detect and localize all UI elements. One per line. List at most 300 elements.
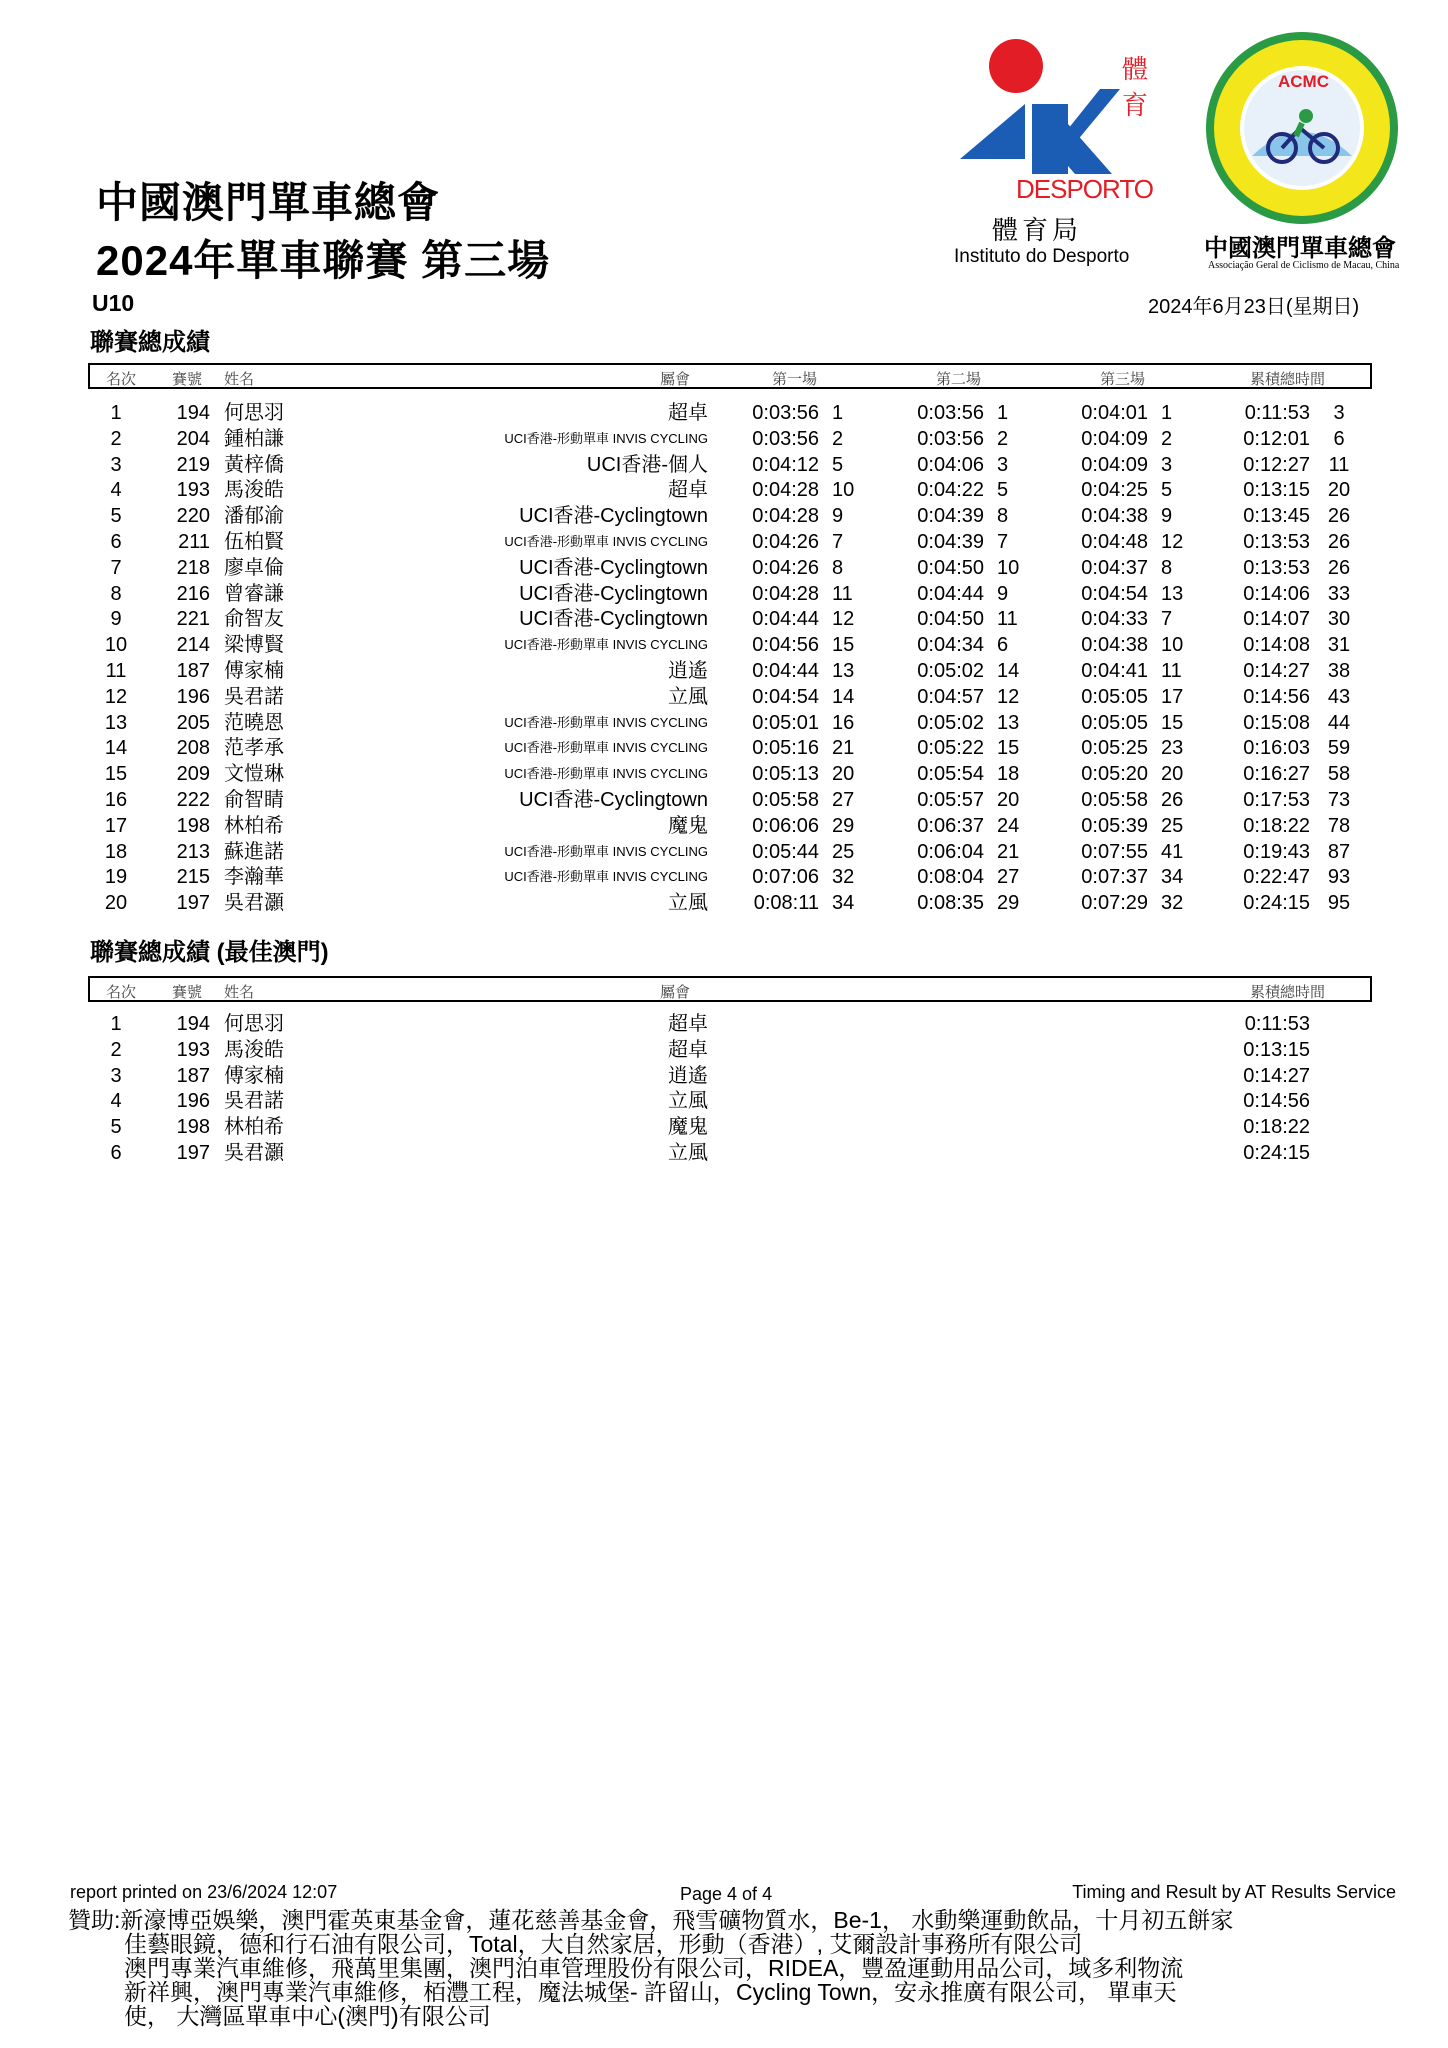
total-time-cell: 0:14:07 bbox=[1243, 608, 1310, 631]
total-time-cell: 0:13:53 bbox=[1243, 556, 1310, 579]
rider-name-cell: 梁博賢 bbox=[224, 634, 284, 657]
desporto-vertical-char-2: 育 bbox=[1122, 91, 1149, 121]
col-total: 累積總時間 bbox=[1250, 371, 1326, 388]
race1-time-cell: 0:04:12 bbox=[752, 453, 819, 476]
table-row bbox=[0, 400, 1448, 426]
race1-rank-cell: 15 bbox=[832, 634, 855, 657]
race3-rank-cell: 1 bbox=[1161, 402, 1173, 424]
total-points-cell: 20 bbox=[1327, 479, 1351, 502]
race2-rank-cell: 12 bbox=[997, 685, 1020, 708]
rank-cell: 13 bbox=[104, 711, 128, 734]
total-time-cell: 0:14:27 bbox=[1243, 660, 1310, 682]
race3-time-cell: 0:07:29 bbox=[1081, 892, 1148, 915]
rank-cell: 11 bbox=[105, 660, 127, 682]
total-time-cell: 0:22:47 bbox=[1243, 866, 1310, 889]
race1-time-cell: 0:08:11 bbox=[753, 892, 819, 915]
rank-cell: 3 bbox=[110, 453, 122, 476]
race2-time-cell: 0:04:22 bbox=[917, 479, 984, 502]
race2-rank-cell: 6 bbox=[997, 634, 1009, 657]
rank-cell: 3 bbox=[110, 1064, 122, 1087]
rank-cell: 16 bbox=[104, 789, 128, 811]
table-row bbox=[0, 787, 1448, 813]
race2-time-cell: 0:06:37 bbox=[917, 814, 984, 837]
race3-time-cell: 0:04:41 bbox=[1081, 660, 1148, 682]
total-points-cell: 26 bbox=[1327, 531, 1351, 553]
total-time-cell: 0:24:15 bbox=[1243, 1142, 1310, 1164]
rider-name-cell: 何思羽 bbox=[224, 402, 284, 424]
macau-table-header bbox=[88, 976, 1372, 1002]
race1-rank-cell: 8 bbox=[832, 556, 844, 579]
club-cell: UCI香港-形動單車 INVIS CYCLING bbox=[504, 869, 708, 885]
table-row bbox=[0, 813, 1448, 839]
race1-time-cell: 0:04:44 bbox=[752, 660, 819, 682]
rider-name-cell: 廖卓倫 bbox=[224, 556, 284, 579]
col-bib: 賽號 bbox=[172, 371, 203, 388]
total-points-cell: 87 bbox=[1327, 840, 1351, 863]
bib-cell: 193 bbox=[176, 1038, 210, 1061]
total-points-cell: 11 bbox=[1328, 453, 1350, 476]
race2-time-cell: 0:04:57 bbox=[917, 685, 984, 708]
club-cell: UCI香港-形動單車 INVIS CYCLING bbox=[504, 843, 708, 859]
rank-cell: 6 bbox=[110, 1142, 122, 1164]
total-time-cell: 0:16:03 bbox=[1243, 737, 1310, 760]
rank-cell: 5 bbox=[110, 1116, 122, 1139]
bib-cell: 196 bbox=[176, 1090, 210, 1113]
race1-rank-cell: 29 bbox=[832, 814, 855, 837]
club-cell: UCI香港-形動單車 INVIS CYCLING bbox=[504, 714, 708, 730]
desporto-word: DESPORTO bbox=[1016, 174, 1153, 204]
col-rank: 名次 bbox=[106, 371, 137, 388]
club-cell: 立風 bbox=[668, 685, 708, 708]
col-rank: 名次 bbox=[106, 984, 137, 1001]
sponsor-line: 佳藝眼鏡，德和行石油有限公司，Total，大自然家居，形動（香港）, 艾爾設計事務所有限公司 bbox=[124, 1931, 1083, 1957]
race2-time-cell: 0:06:04 bbox=[917, 840, 984, 863]
bib-cell: 208 bbox=[176, 737, 210, 760]
race1-rank-cell: 25 bbox=[832, 840, 855, 863]
race2-rank-cell: 18 bbox=[997, 763, 1020, 786]
bib-cell: 216 bbox=[176, 582, 210, 605]
rank-cell: 14 bbox=[104, 737, 128, 760]
total-time-cell: 0:15:08 bbox=[1243, 711, 1310, 734]
total-time-cell: 0:14:56 bbox=[1243, 1090, 1310, 1113]
race1-rank-cell: 20 bbox=[832, 763, 855, 786]
bib-cell: 221 bbox=[176, 608, 210, 631]
rider-name-cell: 文愷琳 bbox=[224, 763, 284, 786]
rider-name-cell: 曾睿謙 bbox=[224, 582, 284, 605]
total-points-cell: 73 bbox=[1327, 789, 1351, 811]
rank-cell: 2 bbox=[110, 427, 122, 450]
total-points-cell: 3 bbox=[1333, 402, 1345, 424]
rank-cell: 12 bbox=[104, 685, 128, 708]
bib-cell: 211 bbox=[178, 531, 210, 553]
table-row bbox=[0, 761, 1448, 787]
table-row bbox=[0, 1037, 1448, 1063]
club-cell: UCI香港-形動單車 INVIS CYCLING bbox=[504, 430, 708, 446]
bib-cell: 218 bbox=[176, 556, 210, 579]
table-row bbox=[0, 426, 1448, 452]
bib-cell: 219 bbox=[176, 453, 210, 476]
race1-rank-cell: 1 bbox=[832, 402, 844, 424]
race3-time-cell: 0:04:01 bbox=[1081, 402, 1148, 424]
rider-name-cell: 吳君灝 bbox=[224, 892, 284, 915]
rank-cell: 9 bbox=[110, 608, 122, 631]
race1-rank-cell: 21 bbox=[832, 737, 855, 760]
race2-rank-cell: 8 bbox=[997, 505, 1009, 528]
race2-rank-cell: 29 bbox=[997, 892, 1020, 915]
rider-name-cell: 范曉恩 bbox=[224, 711, 284, 734]
race2-time-cell: 0:05:57 bbox=[917, 789, 984, 811]
total-points-cell: 59 bbox=[1327, 737, 1351, 760]
club-cell: 立風 bbox=[668, 1142, 708, 1164]
total-points-cell: 33 bbox=[1327, 582, 1351, 605]
acmc-pt-name: Associação Geral de Ciclismo de Macau, China bbox=[1208, 260, 1400, 271]
table-row bbox=[0, 658, 1448, 684]
club-cell: 超卓 bbox=[668, 1038, 708, 1061]
table-row bbox=[0, 1088, 1448, 1114]
rank-cell: 2 bbox=[110, 1038, 122, 1061]
rank-cell: 5 bbox=[110, 505, 122, 528]
race1-rank-cell: 27 bbox=[832, 789, 855, 811]
rider-name-cell: 俞智睛 bbox=[224, 789, 284, 811]
rank-cell: 1 bbox=[110, 1013, 122, 1035]
race3-rank-cell: 3 bbox=[1161, 453, 1173, 476]
rider-name-cell: 傅家楠 bbox=[224, 660, 284, 682]
bib-cell: 197 bbox=[176, 892, 210, 915]
race2-rank-cell: 13 bbox=[997, 711, 1020, 734]
race3-time-cell: 0:04:48 bbox=[1081, 531, 1148, 553]
race3-time-cell: 0:05:39 bbox=[1081, 814, 1148, 837]
race2-time-cell: 0:05:22 bbox=[917, 737, 984, 760]
race3-rank-cell: 10 bbox=[1161, 634, 1184, 657]
club-cell: UCI香港-形動單車 INVIS CYCLING bbox=[504, 637, 708, 653]
rank-cell: 7 bbox=[110, 556, 122, 579]
table-row bbox=[0, 1114, 1448, 1140]
rider-name-cell: 馬浚皓 bbox=[224, 1038, 284, 1061]
rank-cell: 6 bbox=[110, 531, 122, 553]
race2-time-cell: 0:04:34 bbox=[917, 634, 984, 657]
bib-cell: 220 bbox=[176, 505, 210, 528]
race3-time-cell: 0:07:37 bbox=[1081, 866, 1148, 889]
club-cell: 超卓 bbox=[668, 479, 708, 502]
race3-time-cell: 0:04:38 bbox=[1081, 634, 1148, 657]
rider-name-cell: 傅家楠 bbox=[224, 1064, 284, 1087]
race3-rank-cell: 5 bbox=[1161, 479, 1173, 502]
rank-cell: 4 bbox=[110, 1090, 122, 1113]
race3-time-cell: 0:05:05 bbox=[1081, 711, 1148, 734]
race1-time-cell: 0:04:28 bbox=[752, 582, 819, 605]
bib-cell: 196 bbox=[176, 685, 210, 708]
race3-time-cell: 0:04:25 bbox=[1081, 479, 1148, 502]
rider-name-cell: 何思羽 bbox=[224, 1013, 284, 1035]
race1-time-cell: 0:04:54 bbox=[752, 685, 819, 708]
total-time-cell: 0:13:15 bbox=[1243, 1038, 1310, 1061]
club-cell: UCI香港-Cyclingtown bbox=[519, 608, 708, 631]
race2-time-cell: 0:03:56 bbox=[917, 427, 984, 450]
race1-rank-cell: 34 bbox=[832, 892, 855, 915]
race1-time-cell: 0:04:26 bbox=[752, 556, 819, 579]
table-row bbox=[0, 555, 1448, 581]
rank-cell: 8 bbox=[110, 582, 122, 605]
race2-time-cell: 0:05:02 bbox=[917, 660, 984, 682]
page-title: 中國澳門單車總會 bbox=[96, 179, 441, 226]
race2-time-cell: 0:04:50 bbox=[917, 608, 984, 631]
total-time-cell: 0:16:27 bbox=[1243, 763, 1310, 786]
race3-rank-cell: 7 bbox=[1161, 608, 1173, 631]
rider-name-cell: 黃梓僑 bbox=[224, 453, 284, 476]
race3-time-cell: 0:05:25 bbox=[1081, 737, 1148, 760]
table-row bbox=[0, 890, 1448, 916]
race2-rank-cell: 5 bbox=[997, 479, 1009, 502]
race2-time-cell: 0:03:56 bbox=[917, 402, 984, 424]
table-row bbox=[0, 529, 1448, 555]
race1-rank-cell: 12 bbox=[832, 608, 855, 631]
total-points-cell: 43 bbox=[1327, 685, 1351, 708]
sponsor-line: 使， 大灣區單車中心(澳門)有限公司 bbox=[124, 2003, 491, 2029]
rider-name-cell: 鍾柏謙 bbox=[224, 427, 284, 450]
page-number: Page 4 of 4 bbox=[680, 1884, 773, 1904]
desporto-cn-name: 體育局 bbox=[992, 215, 1083, 245]
bib-cell: 198 bbox=[176, 1116, 210, 1139]
club-cell: 逍遙 bbox=[668, 660, 708, 682]
race3-rank-cell: 2 bbox=[1161, 427, 1173, 450]
race1-rank-cell: 10 bbox=[832, 479, 855, 502]
bib-cell: 187 bbox=[176, 660, 210, 682]
race1-rank-cell: 7 bbox=[832, 531, 844, 553]
race1-time-cell: 0:07:06 bbox=[752, 866, 819, 889]
race2-rank-cell: 20 bbox=[997, 789, 1020, 811]
race2-rank-cell: 11 bbox=[997, 608, 1018, 631]
bib-cell: 214 bbox=[176, 634, 210, 657]
total-points-cell: 31 bbox=[1327, 634, 1351, 657]
table-row bbox=[0, 710, 1448, 736]
col-club: 屬會 bbox=[660, 984, 691, 1001]
rider-name-cell: 林柏希 bbox=[224, 1116, 284, 1139]
race1-time-cell: 0:05:13 bbox=[752, 763, 819, 786]
total-time-cell: 0:13:15 bbox=[1243, 479, 1310, 502]
race2-time-cell: 0:05:02 bbox=[917, 711, 984, 734]
race2-rank-cell: 21 bbox=[997, 840, 1020, 863]
race1-time-cell: 0:04:28 bbox=[752, 505, 819, 528]
race1-time-cell: 0:05:58 bbox=[752, 789, 819, 811]
bib-cell: 194 bbox=[176, 1013, 210, 1035]
rank-cell: 15 bbox=[104, 763, 128, 786]
rank-cell: 18 bbox=[104, 840, 128, 863]
rank-cell: 20 bbox=[104, 892, 128, 915]
race3-time-cell: 0:04:54 bbox=[1081, 582, 1148, 605]
race1-time-cell: 0:05:44 bbox=[752, 840, 819, 863]
total-time-cell: 0:11:53 bbox=[1244, 402, 1310, 424]
race3-time-cell: 0:05:58 bbox=[1081, 789, 1148, 811]
total-time-cell: 0:17:53 bbox=[1243, 789, 1310, 811]
rider-name-cell: 范孝承 bbox=[224, 737, 284, 760]
race1-time-cell: 0:03:56 bbox=[752, 427, 819, 450]
race2-time-cell: 0:04:50 bbox=[917, 556, 984, 579]
race2-rank-cell: 2 bbox=[997, 427, 1009, 450]
race3-rank-cell: 13 bbox=[1161, 582, 1184, 605]
bib-cell: 204 bbox=[176, 427, 210, 450]
table-row bbox=[0, 581, 1448, 607]
sponsor-lines bbox=[114, 1907, 1234, 2029]
race2-rank-cell: 1 bbox=[997, 402, 1009, 424]
bib-cell: 193 bbox=[176, 479, 210, 502]
club-cell: UCI香港-Cyclingtown bbox=[519, 582, 708, 605]
race1-time-cell: 0:04:56 bbox=[752, 634, 819, 657]
total-points-cell: 30 bbox=[1327, 608, 1351, 631]
club-cell: UCI香港-Cyclingtown bbox=[519, 556, 708, 579]
event-title: 2024年單車聯賽 第三場 bbox=[96, 237, 551, 284]
bib-cell: 222 bbox=[176, 789, 210, 811]
race1-time-cell: 0:05:01 bbox=[752, 711, 819, 734]
race1-rank-cell: 5 bbox=[832, 453, 844, 476]
club-cell: 立風 bbox=[668, 1090, 708, 1113]
bib-cell: 198 bbox=[176, 814, 210, 837]
bib-cell: 187 bbox=[176, 1064, 210, 1087]
overall-table-header bbox=[88, 363, 1372, 389]
race2-rank-cell: 3 bbox=[997, 453, 1009, 476]
club-cell: 超卓 bbox=[668, 1013, 708, 1035]
total-time-cell: 0:11:53 bbox=[1244, 1013, 1310, 1035]
sponsor-label: 贊助 bbox=[68, 1907, 114, 1933]
total-time-cell: 0:12:27 bbox=[1243, 453, 1310, 476]
rider-name-cell: 吳君諾 bbox=[224, 1090, 284, 1113]
rank-cell: 17 bbox=[104, 814, 128, 837]
total-time-cell: 0:14:56 bbox=[1243, 685, 1310, 708]
race3-time-cell: 0:05:05 bbox=[1081, 685, 1148, 708]
race2-rank-cell: 9 bbox=[997, 582, 1009, 605]
rider-name-cell: 吳君諾 bbox=[224, 685, 284, 708]
rider-name-cell: 馬浚皓 bbox=[224, 479, 284, 502]
race1-rank-cell: 2 bbox=[832, 427, 844, 450]
race3-rank-cell: 17 bbox=[1161, 685, 1184, 708]
total-time-cell: 0:13:53 bbox=[1243, 531, 1310, 553]
total-points-cell: 26 bbox=[1327, 505, 1351, 528]
event-date: 2024年6月23日(星期日) bbox=[1148, 296, 1360, 318]
table-row bbox=[0, 864, 1448, 890]
rank-cell: 19 bbox=[104, 866, 128, 889]
table-row bbox=[0, 452, 1448, 478]
category-label: U10 bbox=[92, 290, 135, 316]
race2-rank-cell: 10 bbox=[997, 556, 1020, 579]
table-row bbox=[0, 1063, 1448, 1089]
table-row bbox=[0, 684, 1448, 710]
total-points-cell: 78 bbox=[1327, 814, 1351, 837]
race1-rank-cell: 9 bbox=[832, 505, 844, 528]
col-club: 屬會 bbox=[660, 371, 691, 388]
bib-cell: 209 bbox=[176, 763, 210, 786]
total-points-cell: 93 bbox=[1327, 866, 1351, 889]
race1-time-cell: 0:04:28 bbox=[752, 479, 819, 502]
race3-time-cell: 0:04:09 bbox=[1081, 453, 1148, 476]
club-cell: UCI香港-形動單車 INVIS CYCLING bbox=[504, 766, 708, 782]
table-row bbox=[0, 632, 1448, 658]
bib-cell: 194 bbox=[176, 402, 210, 424]
total-time-cell: 0:18:22 bbox=[1243, 814, 1310, 837]
rank-cell: 1 bbox=[110, 402, 122, 424]
sponsor-line: 澳門專業汽車維修，飛萬里集團，澳門泊車管理股份有限公司，RIDEA，豐盈運動用品公司，域多利物流 bbox=[124, 1955, 1184, 1981]
race3-rank-cell: 41 bbox=[1161, 840, 1184, 863]
total-points-cell: 38 bbox=[1327, 660, 1351, 682]
club-cell: 立風 bbox=[668, 892, 708, 915]
race1-time-cell: 0:04:44 bbox=[752, 608, 819, 631]
race3-rank-cell: 20 bbox=[1161, 763, 1184, 786]
rider-name-cell: 李瀚華 bbox=[224, 866, 284, 889]
rider-name-cell: 潘郁渝 bbox=[224, 505, 284, 528]
rider-name-cell: 俞智友 bbox=[224, 608, 284, 631]
race3-rank-cell: 12 bbox=[1161, 531, 1184, 553]
race1-rank-cell: 16 bbox=[832, 711, 855, 734]
acmc-badge-label: ACMC bbox=[1278, 72, 1329, 91]
race2-rank-cell: 7 bbox=[997, 531, 1009, 553]
race2-time-cell: 0:05:54 bbox=[917, 763, 984, 786]
total-time-cell: 0:14:06 bbox=[1243, 582, 1310, 605]
race3-rank-cell: 11 bbox=[1161, 660, 1182, 682]
race3-time-cell: 0:07:55 bbox=[1081, 840, 1148, 863]
race3-time-cell: 0:05:20 bbox=[1081, 763, 1148, 786]
race2-rank-cell: 14 bbox=[997, 660, 1020, 682]
race2-time-cell: 0:08:35 bbox=[917, 892, 984, 915]
race3-rank-cell: 15 bbox=[1161, 711, 1184, 734]
total-points-cell: 95 bbox=[1327, 892, 1351, 915]
race2-time-cell: 0:08:04 bbox=[917, 866, 984, 889]
print-timestamp: report printed on 23/6/2024 12:07 bbox=[70, 1882, 338, 1902]
race1-rank-cell: 32 bbox=[832, 866, 855, 889]
macau-section-title: 聯賽總成績 (最佳澳門) bbox=[90, 939, 329, 966]
rider-name-cell: 林柏希 bbox=[224, 814, 284, 837]
race3-rank-cell: 25 bbox=[1161, 814, 1184, 837]
race3-time-cell: 0:04:37 bbox=[1081, 556, 1148, 579]
club-cell: UCI香港-形動單車 INVIS CYCLING bbox=[504, 534, 708, 549]
race3-rank-cell: 9 bbox=[1161, 505, 1173, 528]
total-time-cell: 0:19:43 bbox=[1243, 840, 1310, 863]
total-points-cell: 58 bbox=[1327, 763, 1351, 786]
desporto-logo bbox=[950, 34, 1170, 274]
rank-cell: 10 bbox=[104, 634, 128, 657]
club-cell: 超卓 bbox=[668, 402, 708, 424]
race2-time-cell: 0:04:44 bbox=[917, 582, 984, 605]
race2-rank-cell: 24 bbox=[997, 814, 1020, 837]
total-points-cell: 44 bbox=[1327, 711, 1351, 734]
bib-cell: 215 bbox=[176, 866, 210, 889]
club-cell: UCI香港-Cyclingtown bbox=[519, 789, 708, 811]
rider-name-cell: 蘇進諾 bbox=[224, 840, 284, 863]
race2-time-cell: 0:04:06 bbox=[917, 453, 984, 476]
club-cell: 魔鬼 bbox=[668, 1116, 708, 1139]
race3-rank-cell: 8 bbox=[1161, 556, 1173, 579]
race1-rank-cell: 13 bbox=[832, 660, 855, 682]
bib-cell: 213 bbox=[176, 840, 210, 863]
col-name: 姓名 bbox=[224, 984, 255, 1001]
club-cell: 魔鬼 bbox=[668, 814, 708, 837]
race1-time-cell: 0:04:26 bbox=[752, 531, 819, 553]
total-time-cell: 0:12:01 bbox=[1243, 427, 1310, 450]
acmc-badge-icon bbox=[1202, 28, 1402, 228]
col-race3: 第三場 bbox=[1100, 371, 1146, 388]
club-cell: UCI香港-Cyclingtown bbox=[519, 505, 708, 528]
race3-rank-cell: 23 bbox=[1161, 737, 1184, 760]
club-cell: UCI香港-個人 bbox=[586, 453, 708, 476]
total-time-cell: 0:13:45 bbox=[1243, 505, 1310, 528]
bib-cell: 197 bbox=[176, 1142, 210, 1164]
timing-credit: Timing and Result by AT Results Service bbox=[1072, 1882, 1396, 1902]
race2-rank-cell: 27 bbox=[997, 866, 1020, 889]
rank-cell: 4 bbox=[110, 479, 122, 502]
race1-time-cell: 0:05:16 bbox=[752, 737, 819, 760]
table-row bbox=[0, 1011, 1448, 1037]
col-bib: 賽號 bbox=[172, 984, 203, 1001]
total-time-cell: 0:18:22 bbox=[1243, 1116, 1310, 1139]
total-time-cell: 0:14:27 bbox=[1243, 1064, 1310, 1087]
race3-time-cell: 0:04:09 bbox=[1081, 427, 1148, 450]
